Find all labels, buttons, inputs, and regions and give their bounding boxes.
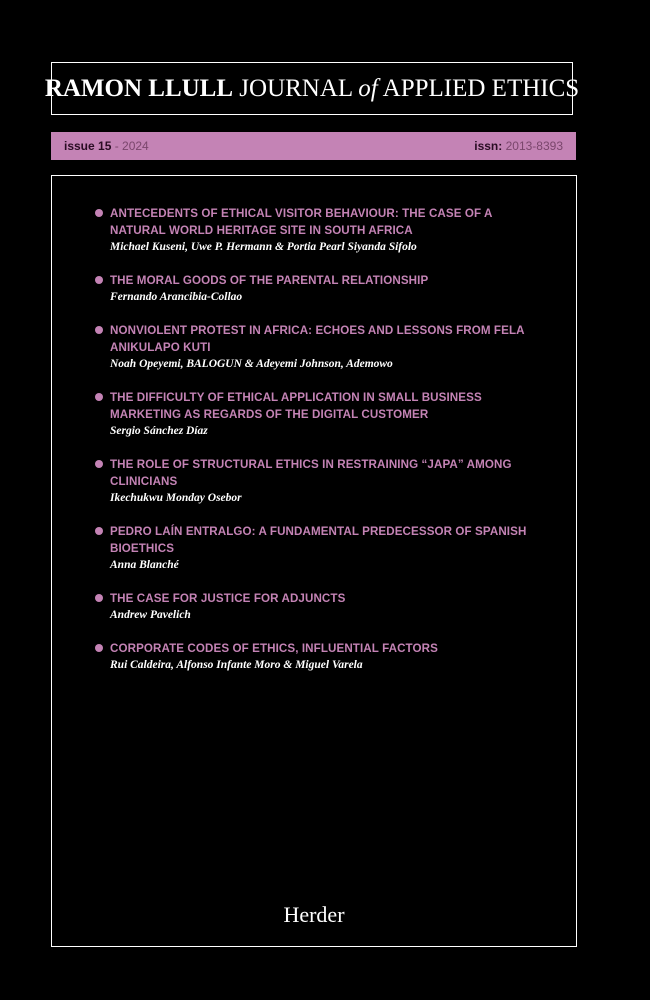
publisher-logo: Herder [283,902,345,927]
article-authors: Michael Kuseni, Uwe P. Hermann & Portia Pearl Siyanda Sifolo [110,241,417,253]
journal-name-part2: APPLIED ETHICS [382,74,580,102]
article-list [95,205,535,690]
article-item [95,205,535,256]
article-authors: Rui Caldeira, Alfonso Infante Moro & Miguel Varela [110,659,363,671]
article-item [95,389,535,440]
article-title: PEDRO LAÍN ENTRALGO: A FUNDAMENTAL PREDECESSOR OF SPANISH BIOETHICS [110,525,527,555]
journal-title [44,62,580,115]
article-authors: Sergio Sánchez Díaz [110,425,208,437]
article-item [95,523,535,574]
article-authors: Noah Opeyemi, BALOGUN & Adeyemi Johnson, Ademowo [110,358,393,370]
issn-label: issn: [474,139,503,153]
bullet-icon [95,644,103,652]
bullet-icon [95,326,103,334]
bullet-icon [95,393,103,401]
article-title: THE CASE FOR JUSTICE FOR ADJUNCTS [110,592,346,605]
article-authors: Anna Blanché [110,559,179,571]
article-authors: Andrew Pavelich [110,609,191,621]
bullet-icon [95,209,103,217]
issue-band [51,132,576,160]
article-authors: Ikechukwu Monday Osebor [110,492,242,504]
journal-name-bold: RAMON LLULL [44,74,234,102]
issue-label: issue 15 [64,139,112,153]
article-title: THE MORAL GOODS OF THE PARENTAL RELATIONSHIP [110,274,429,287]
article-title: THE ROLE OF STRUCTURAL ETHICS IN RESTRAINING “JAPA” AMONG CLINICIANS [110,458,512,488]
article-item [95,456,535,507]
article-authors: Fernando Arancibia-Collao [110,291,243,303]
bullet-icon [95,276,103,284]
issn-info [474,139,563,153]
bullet-icon [95,594,103,602]
issn-value: 2013-8393 [502,139,563,153]
journal-name-of: of [358,74,378,102]
issue-info [64,139,149,153]
article-title: THE DIFFICULTY OF ETHICAL APPLICATION IN SMALL BUSINESS MARKETING AS REGARDS OF THE DIGITAL CUSTOMER [110,391,482,421]
bullet-icon [95,460,103,468]
article-item [95,322,535,373]
article-title: NONVIOLENT PROTEST IN AFRICA: ECHOES AND LESSONS FROM FELA ANIKULAPO KUTI [110,324,525,354]
issue-year: - 2024 [111,139,149,153]
journal-name-part1: JOURNAL [239,74,354,102]
article-title: ANTECEDENTS OF ETHICAL VISITOR BEHAVIOUR: THE CASE OF A NATURAL WORLD HERITAGE SITE IN SOUTH AFRICA [110,207,493,237]
bullet-icon [95,527,103,535]
contents-box [51,175,577,947]
article-item [95,640,535,674]
article-item [95,272,535,306]
article-item [95,590,535,624]
article-title: CORPORATE CODES OF ETHICS, INFLUENTIAL FACTORS [110,642,438,655]
